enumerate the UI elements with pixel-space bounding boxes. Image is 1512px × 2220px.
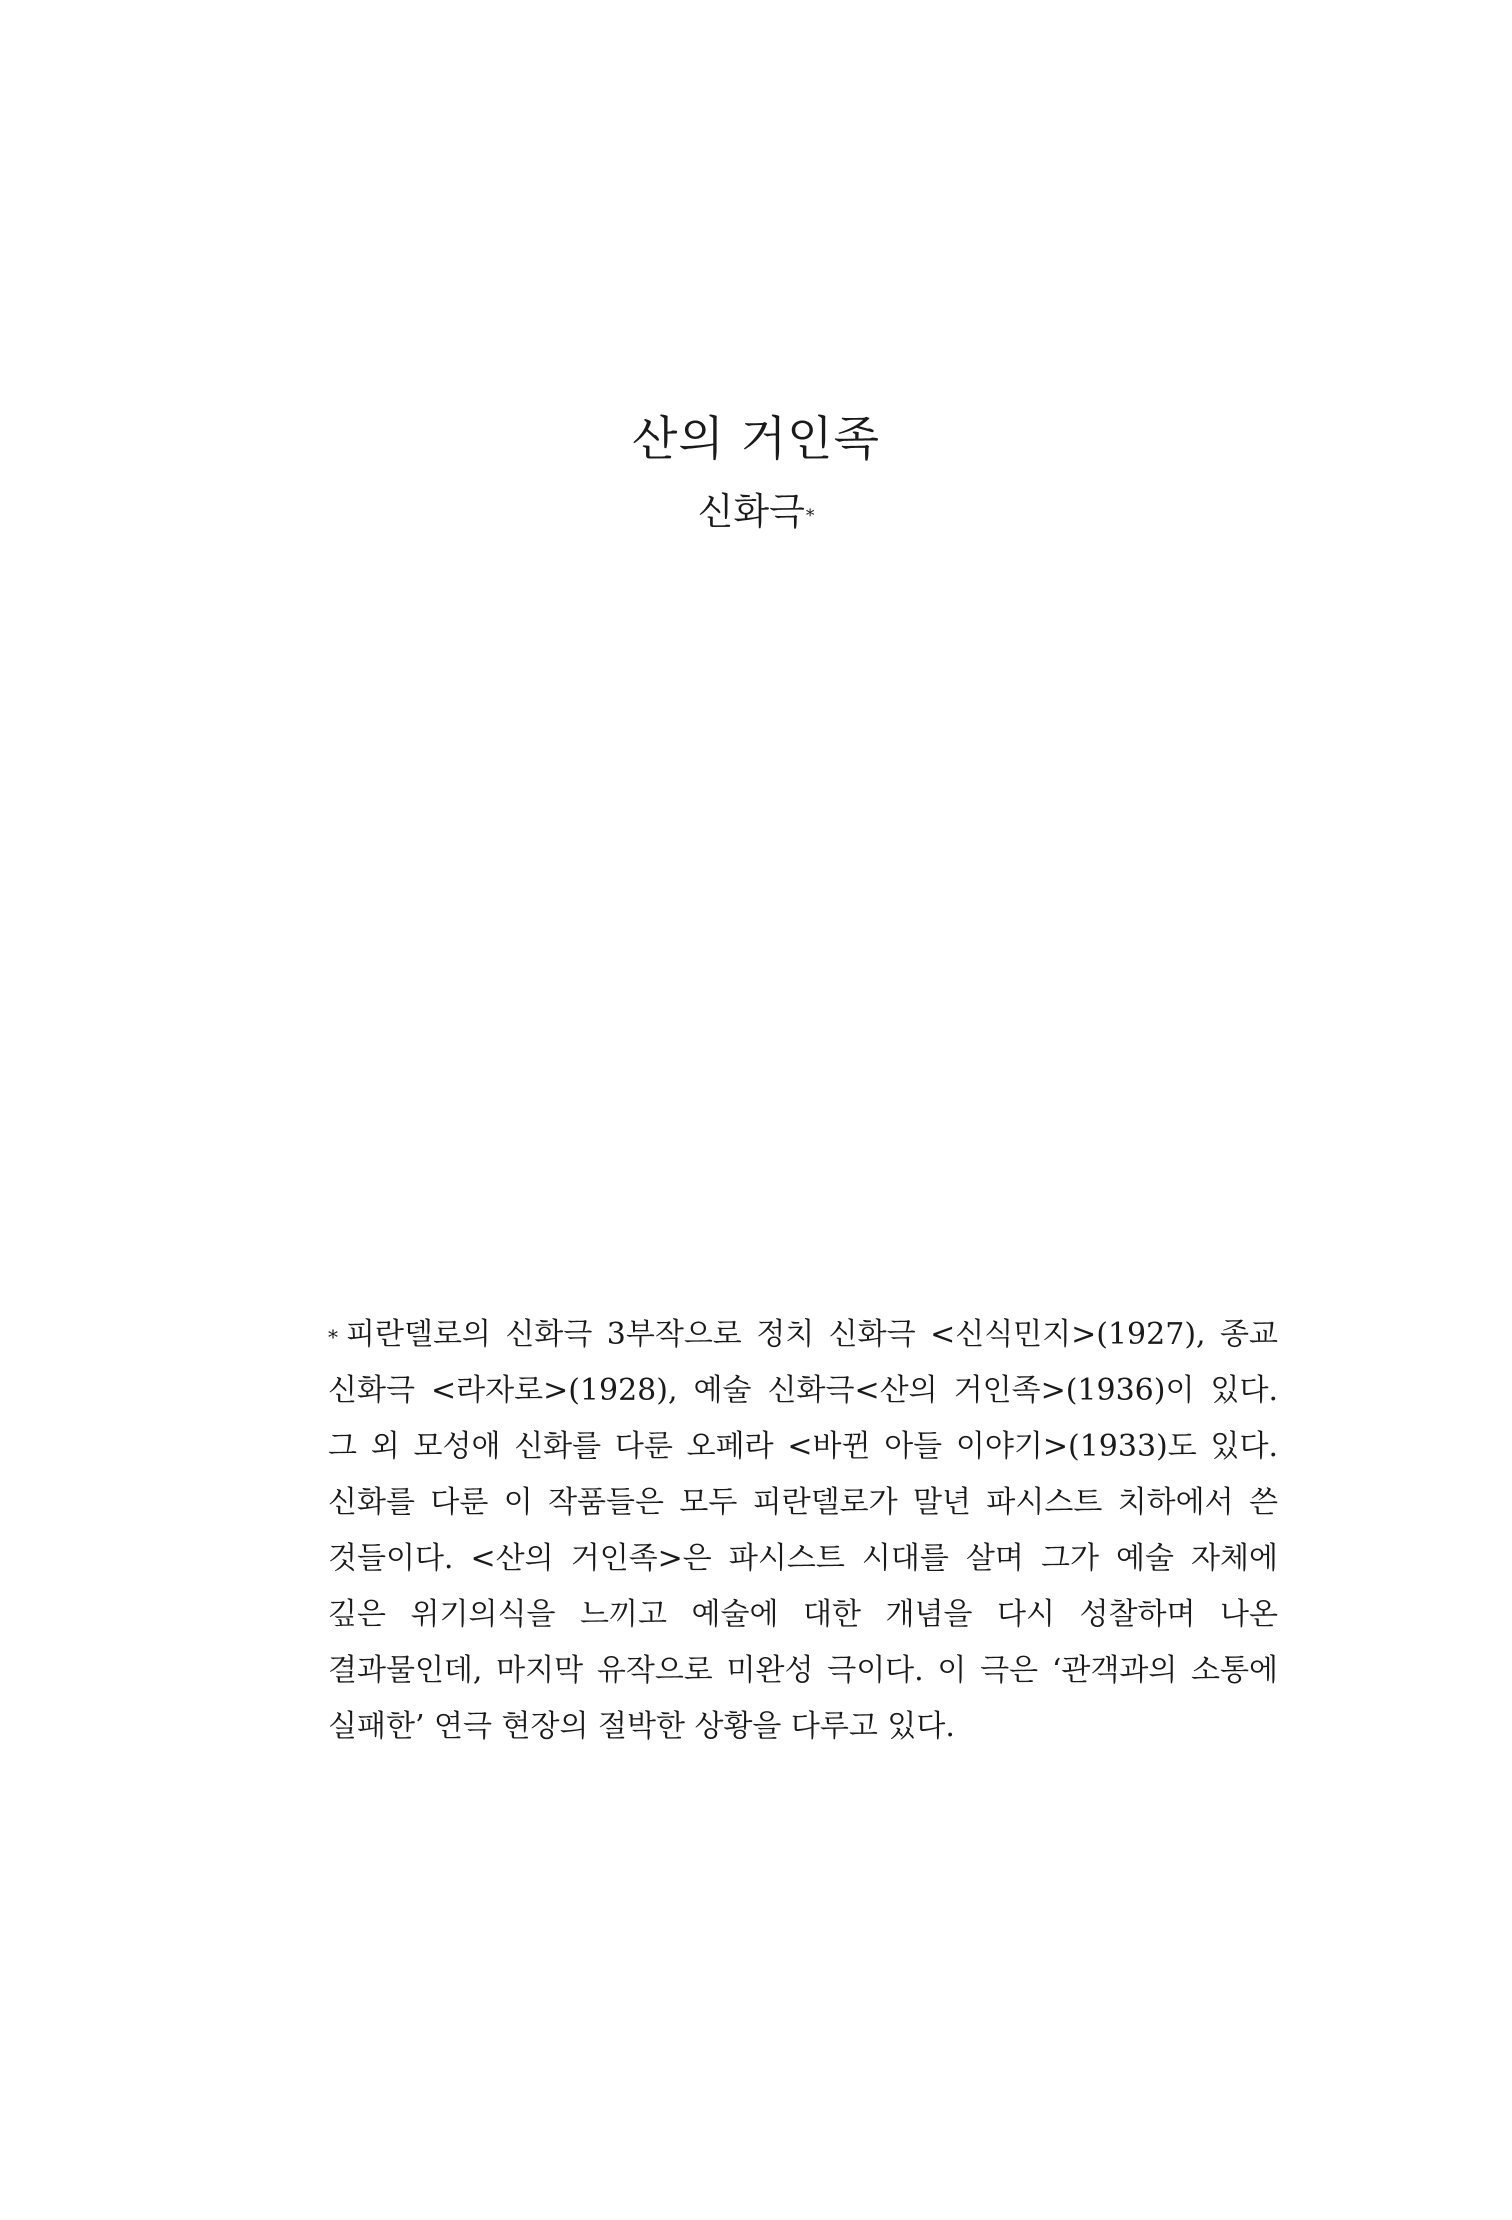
footnote [328,1307,1278,1755]
page-title: 산의 거인족 [632,412,880,467]
footnote-reference-marker: * [805,506,815,526]
title-block [0,398,1512,542]
page-subtitle [0,482,1512,542]
footnote-marker: * [328,1325,338,1349]
footnote-text: 피란델로의 신화극 3부작으로 정치 신화극 <신식민지>(1927), 종교 신화극 <라자로>(1928), 예술 신화극<산의 거인족>(1936)이 있다. 그 외 모성애 신화를 다룬 오페라 <바뀐 아들 이야기>(1933)도 있다. 신화를 다룬 이 작품들은 모두 피란델로가 말년 파시스트 치하에서 쓴 것들이다. <산의 거인족>은 파시스트 시대를 살며 그가 예술 자체에 깊은 위기의식을 느끼고 예술에 대한 개념을 다시 성찰하며 나온 결과물인데, 마지막 유작으로 미완성 극이다. 이 극은 ‘관객과의 소통에 실패한’ 연극 현장의 절박한 상황을 다루고 있다. [328,1317,1278,1744]
subtitle-text: 신화극 [697,490,805,533]
